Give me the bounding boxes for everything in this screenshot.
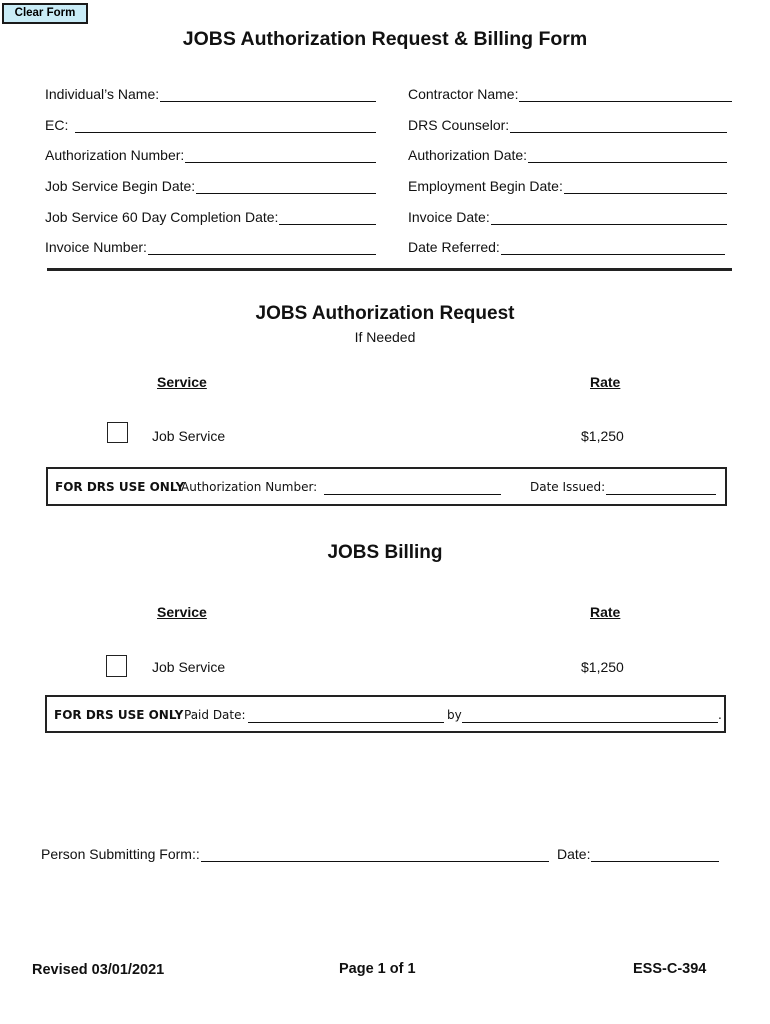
billing-job-service-rate: $1,250 [581, 659, 624, 675]
person-submitting-label: Person Submitting Form:: [41, 846, 200, 862]
authorization-date-input-line[interactable] [528, 148, 727, 163]
auth-rate-column-header: Rate [590, 374, 621, 390]
ec-input-line[interactable] [75, 118, 376, 133]
job-service-begin-date-label: Job Service Begin Date: [45, 178, 196, 194]
auth-job-service-checkbox[interactable] [107, 422, 128, 443]
contractor-name-label: Contractor Name: [408, 86, 519, 102]
authorization-number-label: Authorization Number: [45, 147, 185, 163]
auth-number-drs-label: Authorization Number: [181, 480, 318, 494]
authorization-date-label: Authorization Date: [408, 147, 528, 163]
page-number: Page 1 of 1 [339, 961, 416, 977]
contractor-name-input-line[interactable] [519, 87, 732, 102]
date-referred-input-line[interactable] [501, 240, 725, 255]
if-needed-subheading: If Needed [354, 329, 416, 345]
date-issued-label: Date Issued: [530, 480, 606, 494]
employment-begin-date-label: Employment Begin Date: [408, 178, 563, 194]
invoice-date-label: Invoice Date: [408, 209, 490, 225]
invoice-number-input-line[interactable] [148, 240, 376, 255]
contractor-name-field[interactable] [408, 84, 732, 102]
job-service-begin-date-input-line[interactable] [196, 179, 376, 194]
billing-job-service-checkbox[interactable] [106, 655, 127, 677]
employment-begin-date-input-line[interactable] [564, 179, 727, 194]
job-service-begin-date-field[interactable] [45, 176, 376, 194]
submission-date-field[interactable] [557, 844, 719, 862]
ec-field[interactable] [45, 115, 376, 133]
person-submitting-input-line[interactable] [201, 847, 549, 862]
submission-date-input-line[interactable] [591, 847, 719, 862]
completion-date-input-line[interactable] [279, 210, 376, 225]
auth-drs-use-only-box [46, 467, 727, 506]
date-issued-input-line[interactable] [606, 482, 716, 495]
date-referred-field[interactable] [408, 237, 725, 255]
billing-service-column-header: Service [157, 604, 207, 620]
billing-drs-use-only-label: FOR DRS USE ONLY [54, 708, 184, 722]
section-divider [47, 268, 732, 271]
auth-drs-use-only-label: FOR DRS USE ONLY [55, 480, 185, 494]
drs-counselor-label: DRS Counselor: [408, 117, 510, 133]
invoice-number-label: Invoice Number: [45, 239, 147, 255]
authorization-number-field[interactable] [45, 145, 376, 163]
individual-name-input-line[interactable] [160, 87, 376, 102]
invoice-number-field[interactable] [45, 237, 376, 255]
clear-form-button[interactable]: Clear Form [2, 3, 88, 24]
billing-job-service-label: Job Service [152, 659, 226, 675]
date-referred-label: Date Referred: [408, 239, 500, 255]
submission-date-label: Date: [557, 846, 591, 862]
auth-job-service-rate: $1,250 [581, 428, 624, 444]
revised-date: Revised 03/01/2021 [32, 962, 165, 978]
drs-counselor-field[interactable] [408, 115, 727, 133]
invoice-date-field[interactable] [408, 207, 727, 225]
billing-drs-use-only-box [45, 695, 726, 733]
paid-by-label: by [447, 708, 462, 722]
paid-by-end-mark: . [718, 708, 722, 722]
authorization-request-heading: JOBS Authorization Request [255, 303, 515, 324]
paid-date-label: Paid Date: [184, 708, 246, 722]
invoice-date-input-line[interactable] [491, 210, 727, 225]
individual-name-field[interactable] [45, 84, 376, 102]
completion-date-label: Job Service 60 Day Completion Date: [45, 209, 279, 225]
billing-rate-column-header: Rate [590, 604, 621, 620]
billing-heading: JOBS Billing [327, 542, 443, 563]
authorization-date-field[interactable] [408, 145, 727, 163]
drs-counselor-input-line[interactable] [510, 118, 727, 133]
person-submitting-field[interactable] [41, 844, 549, 862]
auth-number-drs-input-line[interactable] [324, 482, 501, 495]
paid-date-input-line[interactable] [248, 710, 444, 723]
paid-by-input-line[interactable] [462, 710, 718, 723]
individual-name-label: Individual’s Name: [45, 86, 160, 102]
employment-begin-date-field[interactable] [408, 176, 727, 194]
form-title: JOBS Authorization Request & Billing Form [182, 28, 588, 50]
auth-job-service-label: Job Service [152, 428, 226, 444]
auth-service-column-header: Service [157, 374, 207, 390]
completion-date-field[interactable] [45, 207, 376, 225]
form-code: ESS-C-394 [633, 961, 707, 977]
ec-label: EC: [45, 117, 69, 133]
authorization-number-input-line[interactable] [185, 148, 376, 163]
